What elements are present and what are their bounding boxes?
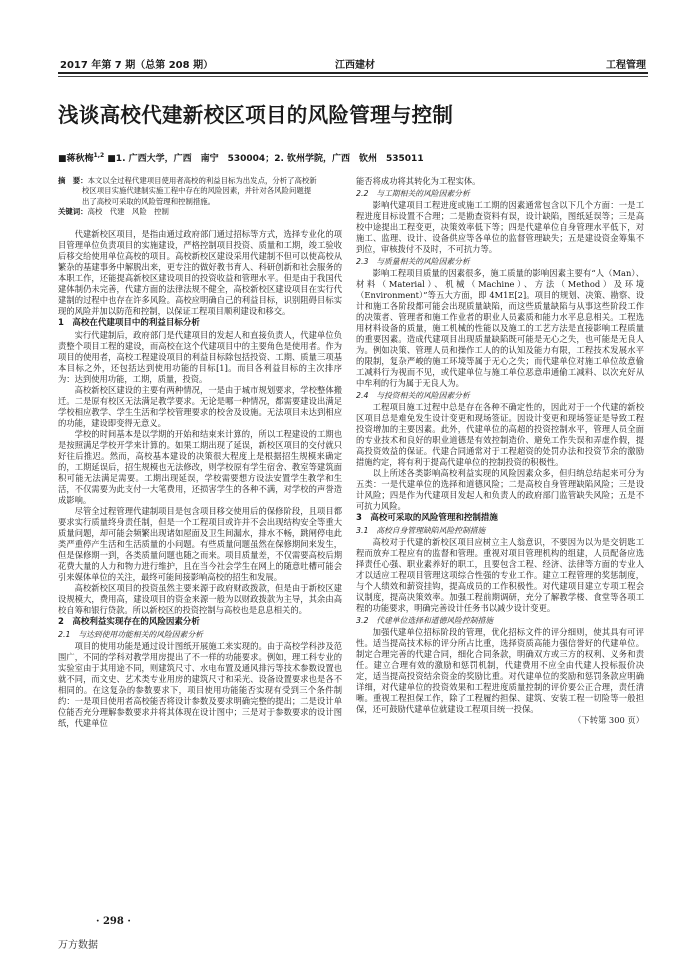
paragraph: 高校对于代建的新校区项目应树立主人翁意识，不要因为以为是交钥匙工程而放弃工程应有的监督和管理。重视对项目管理机构的组建，人员配备应选择责任心强、职业素养好的职工，且要包含工程、经济、法律等方面的专业人才以适应工程项目管理这项综合性强的专业工作。建立工程管理的奖惩制度，与个人绩效和薪资挂钩，提高成员的工作积极性。对代建项目建立专项工程会议制度，提高决策效率。加强工程前期调研，充分了解教学楼、食堂等各项工程的功能要求，明确完善设计任务书以减少设计变更。	[356, 537, 644, 613]
subsection-heading: 2.4 与投资相关的风险因素分析	[356, 391, 470, 400]
paragraph: 项目的使用功能是通过设计图纸开展施工来实现的。由于高校学科涉及范围广，不同的学科对教学用房提出了不一样的功能要求。例如，理工科专业的实验室由于其用途不同，则建筑尺寸、水电布置及通风排污等技术参数设置也就不同，而文史、艺术类专业用房的建筑尺寸和采光、设备设置要求也是各不相同的。在这复杂的参数要求下，项目使用功能能否实现有受到三个条件制约：一是项目使用者高校能否将设计参数及要求明确完整的提出；二是设计单位能否充分理解参数要求并将其体现在设计图中；三是对于参数要求的设计图纸，代建单位	[58, 641, 342, 729]
paragraph: 以上所述各类影响高校利益实现的风险因素众多，但归纳总结起来可分为五类：一是代建单位的选择和道德风险；二是高校自身管理缺陷风险；三是设计风险；四是作为代建项目发起人和负责人的政府部门监管缺失风险；五是不可抗力风险。	[356, 468, 644, 511]
paragraph: 工程项目施工过程中总是存在各种不确定性的，因此对于一个代建的新校区项目总是难免发生设计变更和现场签证。因设计变更和现场签证是导致工程投资增加的主要因素。此外，代建单位的高超的投资控制水平，管理人员全面的专业技术和良好的职业道德是有效控制造价、避免工作失误和弄虚作假，提高投资效益的保证。代建合同通常对于工程超资的处罚办法和投资节余的激励措施约定，将有利于提高代建单位的控制投资的积极性。	[356, 402, 644, 467]
issue-label: 2017 年第 7 期（总第 208 期）	[60, 60, 214, 71]
keywords-label: 关键词：	[58, 206, 88, 216]
author-affiliation: ■1. 广西大学，广西 南宁 530004；2. 钦州学院，广西 钦州 535011	[107, 154, 424, 164]
author-line	[58, 151, 424, 164]
keywords: 高校 代建 风险 控制	[87, 206, 169, 216]
continued-note: （下转第 300 页）	[573, 715, 644, 725]
paragraph: 加强代建单位招标阶段的管理，优化招标文件的评分细则，使其具有可评性。适当提高技术标的评分所占比重，选择资质高能力强信誉好的代建单位。制定合理完善的代建合同，细化合同条款，明确双方或三方的权利、义务和责任。建立合理有效的激励和惩罚机制，代建费用不应全由代建人投标报价决定，适当提高投资结余资金的奖励比重。对代建单位的奖励和惩罚条款应明确详细，对代建单位的投资效果和工程进度质量控制的评价要公正合理，责任清晰。重视工程担保工作，除了工程履约担保、建筑、安装工程一切险等一般担保，还可鼓励代建单位就建设工程项目统一投保。	[356, 627, 644, 714]
paragraph: 代建新校区项目，是指由通过政府部门通过招标等方式，选择专业化的项目管理单位负责项目的实施建设，严格控制项目投资、质量和工期，竣工验收后移交给使用单位高校的项目。高校新校区建设采用代建制不但可以使高校从繁杂的基建事务中解脱出来，更专注的做好教书育人、科研创新和社会服务的本职工作，还能提高新校区建设项目的投资收益和管理水平。但是由于我国代建体制仍未完善，代建方面的法律法规不健全，高校新校区建设项目在实行代建制的过程中也存在许多风险。高校应明确自己的利益目标，识别阻碍目标实现的风险并加以防范和控制，以保证工程项目顺利建设和移交。	[58, 229, 342, 317]
paragraph: 学校的时间基本是以学期的开始和结束来计算的，所以工程建设的工期也是按照满足学校开学来计算的。如果工期出现了延误，新校区项目的交付就只好往后推迟。然而，高校基本建设的决策很大程度上是根据招生规模来确定的，工期延误后，招生规模也无法修改，则学校原有学生宿舍、教室等建筑面积可能无法满足需要。工期出现延误，学校需要想方设法安置学生教学和生活，不仅需要为此支付一大笔费用，还损害学生的各种不满，对学校的声誉造成影响。	[58, 429, 342, 506]
section-heading: 1 高校在代建项目中的利益目标分析	[58, 318, 200, 329]
subsection-heading: 3.1 高校自身管理缺陷风险控制措施	[356, 526, 486, 535]
subsection-heading: 2.2 与工期相关的风险因素分析	[356, 189, 470, 198]
keywords-line	[58, 207, 342, 217]
paragraph: 影响代建项目工程进度或施工工期的因素通常包含以下几个方面：一是工程进度目标设置不合理；二是勘查资料有误，设计缺陷，图纸延误等；三是高校中途提出工程变更，决策效率低下等；四是代建单位自身管理水平低下，对施工、监理、设计、设备供应等各单位的监督管理缺失；五是建设资金筹集不到位，审核拨付不及时，不可抗力等。	[356, 200, 644, 254]
author-name: ■蒋秋梅	[58, 154, 94, 164]
paragraph: 高校新校区建设的主要有两种情况，一是由于城市规划要求，学校整体搬迁。二是原有校区无法满足教学要求。无论是哪一种情况，都需要建设出满足学校相应教学、学生生活和学校管理要求的校舍及设施。无法项目未达到相应的功能，建设即变得无意义。	[58, 385, 342, 429]
abstract-label: 摘 要：	[58, 176, 88, 185]
watermark-brand: 万方数据	[58, 940, 98, 951]
abstract-line-2: 校区项目实施代建制实施工程中存在的风险因素，并针对各风险问题提	[82, 186, 312, 196]
abstract-line-1: 摘 要：本文以全过程代建项目使用者高校的利益目标为出发点，分析了高校新	[58, 176, 317, 185]
subsection-heading: 2.3 与质量相关的风险因素分析	[356, 257, 470, 266]
section-heading: 2 高校利益实现存在的风险因素分析	[58, 617, 200, 628]
journal-name: 江西建材	[335, 60, 375, 71]
left-column	[58, 176, 342, 729]
paragraph: 尽管全过程管理代建制项目是包含项目移交使用后的保修阶段，且项目都要求实行质量终身责任制，但是一个工程项目或许并不会出现结构安全等重大质量问题，却可能会频繁出现诸如屋面及卫生间漏水，排水不畅，跳闸停电此类严重停产生活和生活质量的小问题。有些质量问题虽然在保修期间来发生，但是保修期一到，各类质量问题也随之而来。项目质量差，不仅需要高校后期花费大量的人力和物力进行维护，且在当今社会学生在网上的随意吐槽可能会引来媒体单位的关注，最终可能间接影响高校的招生和发展。	[58, 506, 342, 583]
subsection-heading: 2.1 与达到使用功能相关的风险因素分析	[58, 630, 203, 640]
paragraph: 实行代建制后，政府部门是代建项目的发起人和直接负责人，代建单位负责整个项目工程的建设，而高校在这个代建项目中的主要角色是使用者。作为项目的使用者，高校工程建设项目的利益目标除包括投资、工期、质量三项基本目标之外，还包括达到使用功能的目标[1]。而目各利益目标的主次排序为：达到使用功能，工期，质量，投资。	[58, 330, 342, 385]
subsection-heading: 3.2 代建单位选择和道德风险控制措施	[356, 616, 494, 625]
header-rule-thin	[58, 76, 648, 77]
paragraph: 高校新校区项目的投资虽然主要来源于政府财政拨款，但是由于新校区建设规模大，费用高，建设项目的资金来源一般为以财政拨款为主导，其余由高校自筹和银行贷款。所以新校区的投资控制与高校也是息息相关的。	[58, 583, 342, 616]
running-header	[58, 54, 648, 72]
section-label: 工程管理	[606, 60, 646, 71]
section-heading: 3 高校可采取的风险管理和控制措施	[356, 513, 498, 523]
abstract-line-3: 出了高校可采取的风险管理和控制措施。	[82, 196, 216, 206]
paragraph: 影响工程项目质量的因素很多，施工质量的影响因素主要有“人（Man）、材料（Material）、机械（Machine）、方法（Method）及环境（Environment）”等五大方面，即 4M1E[2]。项目的规划、决策、勘察、设计和施工各阶段都可能会出现质量缺陷，而这些质量缺陷与从事这些阶段工作的决策者、管理者和施工作业者的职业人员素质和能力水平息息相关。工程选用材料设备的质量，施工机械的性能以及施工的工艺方法是直接影响工程质量的重要因素。造成代建项目出现质量缺陷既可能是无心之失，也可能是无良人为。例如决策、管理人员和操作工人的的认知及能力有限，工程技术发展水平的限制，复杂严峻的施工环境等属于无心之失；而代建单位对施工单位故意偷工减料行为视而不见，或代建单位与施工单位恶意串通偷工减料、以次充好从中牟利的行为属于无良人为。	[356, 268, 644, 388]
author-sup: 1,2	[93, 152, 105, 159]
abstract-block	[58, 176, 342, 217]
article-title: 浅谈高校代建新校区项目的风险管理与控制	[58, 103, 454, 127]
right-column	[356, 176, 644, 726]
header-rule-thick	[58, 72, 648, 74]
paragraph: 能否将成功将其转化为工程实体。	[356, 176, 481, 186]
page-number: · 298 ·	[96, 916, 131, 927]
